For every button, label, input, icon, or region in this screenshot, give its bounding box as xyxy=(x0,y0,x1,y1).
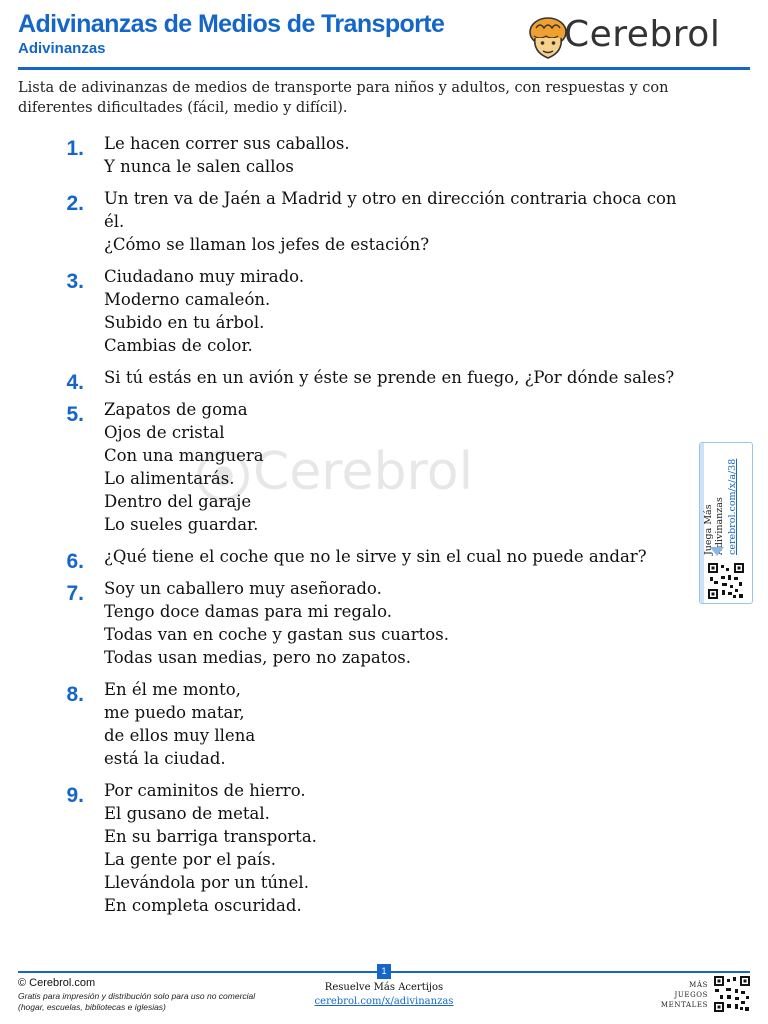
riddle-line: La gente por el país. xyxy=(104,850,276,869)
riddle-line: Y nunca le salen callos xyxy=(104,157,294,176)
riddle-line: En su barriga transporta. xyxy=(104,827,317,846)
page-number-badge: 1 xyxy=(377,964,391,979)
riddle-number: 2. xyxy=(66,192,84,215)
panel-vertical-text xyxy=(703,445,749,555)
riddle-line: Tengo doce damas para mi regalo. xyxy=(104,602,392,621)
arrow-down-icon xyxy=(710,547,724,556)
more-riddles-panel[interactable] xyxy=(699,442,753,604)
riddle-text xyxy=(104,545,694,568)
riddle-number: 3. xyxy=(66,270,84,293)
riddle-line: En él me monto, xyxy=(104,680,241,699)
qr-code-icon[interactable] xyxy=(714,976,750,1012)
panel-line2: Adivinanzas xyxy=(714,497,725,555)
footer-left xyxy=(18,977,268,1013)
riddle-line: Le hacen correr sus caballos. xyxy=(104,134,350,153)
riddle-line: Por caminitos de hierro. xyxy=(104,781,306,800)
riddle-text xyxy=(104,678,694,770)
riddle-text xyxy=(104,132,694,178)
page-title: Adivinanzas de Medios de Transporte xyxy=(18,10,445,38)
footer-center xyxy=(284,982,484,1007)
riddle-line: Todas van en coche y gastan sus cuartos. xyxy=(104,625,449,644)
riddle-line: ¿Cómo se llaman los jefes de estación? xyxy=(104,235,430,254)
riddle-number: 1. xyxy=(66,137,84,160)
riddle-line: El gusano de metal. xyxy=(104,804,270,823)
logo-wordmark: Cerebrol xyxy=(564,14,721,55)
riddle-line: Con una manguera xyxy=(104,446,264,465)
page-subtitle[interactable]: Adivinanzas xyxy=(18,40,106,57)
riddle-number: 7. xyxy=(66,582,84,605)
riddle-text xyxy=(104,187,694,256)
riddle-text xyxy=(104,398,694,536)
riddle-item xyxy=(0,678,768,770)
footer-cta: Resuelve Más Acertijos xyxy=(324,982,444,993)
riddle-line: Un tren va de Jaén a Madrid y otro en dirección contraria choca con él. xyxy=(104,189,677,231)
footer-right-label xyxy=(661,980,708,1010)
footer-right-line1: MÁS xyxy=(689,981,708,989)
riddle-number: 6. xyxy=(66,550,84,573)
riddle-text xyxy=(104,779,694,917)
riddle-line: Lo sueles guardar. xyxy=(104,515,259,534)
riddle-item xyxy=(0,398,768,536)
riddle-text xyxy=(104,265,694,357)
riddle-line: Moderno camaleón. xyxy=(104,290,271,309)
riddle-number: 4. xyxy=(66,371,84,394)
qr-code-icon[interactable] xyxy=(708,563,744,599)
riddle-line: Lo alimentarás. xyxy=(104,469,235,488)
riddle-list xyxy=(0,132,768,926)
watermark-text: Cerebrol xyxy=(253,442,474,502)
page-header xyxy=(18,8,750,66)
panel-link[interactable]: cerebrol.com/x/a/38 xyxy=(727,458,738,555)
footer-legal: Gratis para impresión y distribución solo para uso no comercial (hogar, escuelas, bibliotecas e iglesias) xyxy=(18,991,256,1012)
riddle-line: Ciudadano muy mirado. xyxy=(104,267,305,286)
riddle-line: Dentro del garaje xyxy=(104,492,252,511)
riddle-line: Si tú estás en un avión y éste se prende en fuego, ¿Por dónde sales? xyxy=(104,368,675,387)
riddle-line: Llevándola por un túnel. xyxy=(104,873,309,892)
riddle-line: Cambias de color. xyxy=(104,336,253,355)
cerebrol-logo[interactable] xyxy=(524,10,750,62)
riddle-line: ¿Qué tiene el coche que no le sirve y sin el cual no puede andar? xyxy=(104,547,647,566)
header-divider xyxy=(18,67,750,70)
riddle-item xyxy=(0,545,768,573)
riddle-item xyxy=(0,187,768,256)
riddle-line: Ojos de cristal xyxy=(104,423,225,442)
riddle-line: Soy un caballero muy aseñorado. xyxy=(104,579,382,598)
intro-paragraph: Lista de adivinanzas de medios de transporte para niños y adultos, con respuestas y con diferentes dificultades (fácil, medio y difícil). xyxy=(18,80,669,116)
footer-brand: © Cerebrol.com xyxy=(18,977,96,989)
riddle-line: En completa oscuridad. xyxy=(104,896,302,915)
riddle-item xyxy=(0,779,768,917)
footer-right-line2: JUEGOS xyxy=(674,991,708,999)
riddle-item xyxy=(0,366,768,394)
footer-right-line3: MENTALES xyxy=(660,1001,708,1009)
footer-link[interactable]: cerebrol.com/x/adivinanzas xyxy=(314,996,454,1007)
riddle-line: Todas usan medias, pero no zapatos. xyxy=(104,648,412,667)
riddle-text xyxy=(104,366,694,389)
riddle-number: 9. xyxy=(66,784,84,807)
riddle-line: me puedo matar, xyxy=(104,703,245,722)
riddle-item xyxy=(0,132,768,178)
riddle-line: Subido en tu árbol. xyxy=(104,313,265,332)
panel-line1: Juega Más xyxy=(703,504,714,555)
riddle-text xyxy=(104,577,694,669)
riddle-item xyxy=(0,265,768,357)
riddle-number: 5. xyxy=(66,403,84,426)
riddle-item xyxy=(0,577,768,669)
riddle-line: de ellos muy llena xyxy=(104,726,256,745)
riddle-number: 8. xyxy=(66,683,84,706)
riddle-line: está la ciudad. xyxy=(104,749,226,768)
riddle-line: Zapatos de goma xyxy=(104,400,248,419)
